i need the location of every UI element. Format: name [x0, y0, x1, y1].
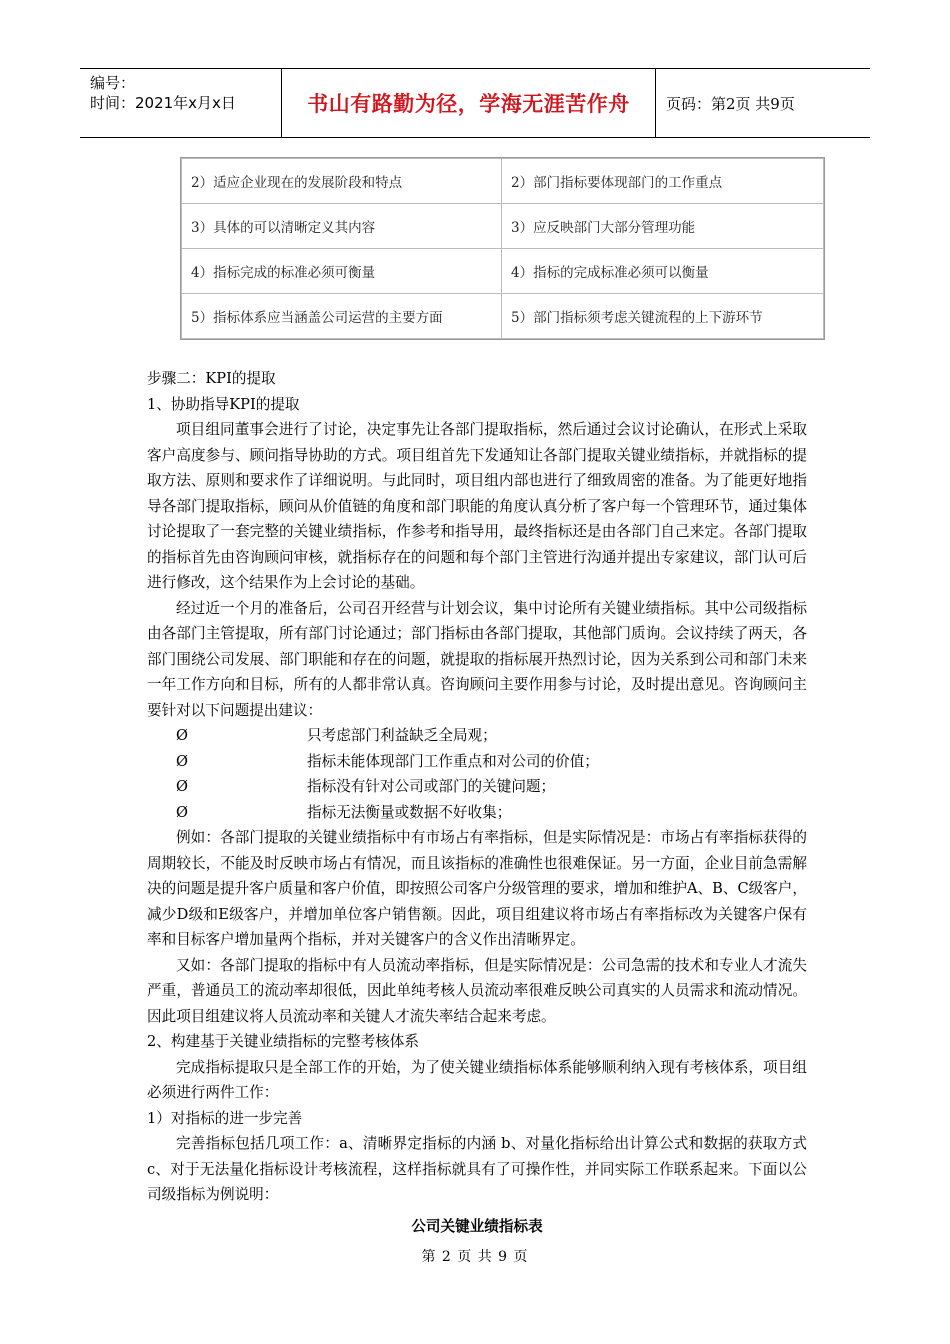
paragraph: 经过近一个月的准备后，公司召开经营与计划会议，集中讨论所有关键业绩指标。其中公司级指标由各部门主管提取，所有部门讨论通过；部门指标由各部门提取，其他部门质询。会议持续了两天，各部门围绕公司发展、部门职能和存在的问题，就提取的指标展开热烈讨论，因为关系到公司和部门未来一年工作方向和目标，所有的人都非常认真。咨询顾问主要作用参与讨论，及时提出意见。咨询顾问主要针对以下问题提出建议：	[147, 599, 807, 719]
list-item-text: 指标未能体现部门工作重点和对公司的价值；	[307, 752, 599, 770]
list-item	[147, 749, 807, 775]
paragraph: 项目组同董事会进行了讨论，决定事先让各部门提取指标，然后通过会议讨论确认，在形式上采取客户高度参与、顾问指导协助的方式。项目组首先下发通知让各部门提取关键业绩指标，并就指标的提取方法、原则和要求作了详细说明。与此同时，项目组内部也进行了细致周密的准备。为了能更好地指导各部门提取指标，顾问从价值链的角度和部门职能的角度认真分析了客户每一个管理环节，通过集体讨论提取了一套完整的关键业绩指标，作参考和指导用，最终指标还是由各部门自己来定。各部门提取的指标首先由咨询顾问审核，就指标存在的问题和每个部门主管进行沟通并提出专家建议，部门认可后进行修改，这个结果作为上会讨论的基础。	[147, 421, 807, 591]
table-cell: 3）应反映部门大部分管理功能	[502, 204, 824, 249]
header-motto: 书山有路勤为径，学海无涯苦作舟	[307, 92, 630, 116]
document-body	[147, 366, 807, 1239]
list-item-text: 指标无法衡量或数据不好收集；	[307, 803, 512, 821]
bullet-symbol: Ø	[176, 752, 188, 770]
list-item-text: 只考虑部门利益缺乏全局观；	[307, 727, 497, 744]
paragraph: 例如：各部门提取的关键业绩指标中有市场占有率指标，但是实际情况是：市场占有率指标获得的周期较长，不能及时反映市场占有情况，而且该指标的准确性也很难保证。另一方面，企业目前急需解决的问题是提升客户质量和客户价值，即按照公司客户分级管理的要求，增加和维护A、B、C级客户，减少D级和E级客户，并增加单位客户销售额。因此，项目组建议将市场占有率指标改为关键客户保有率和目标客户增加量两个指标，并对关键客户的含义作出清晰界定。	[147, 829, 807, 948]
list-item-text: 指标没有针对公司或部门的关键问题；	[307, 778, 556, 795]
paragraph: 又如：各部门提取的指标中有人员流动率指标，但是实际情况是：公司急需的技术和专业人才流失严重，普通员工的流动率却很低，因此单纯考核人员流动率很难反映公司真实的人员需求和流动情况。因此项目组建议将人员流动率和关键人才流失率结合起来考虑。	[147, 956, 807, 1025]
header-divider	[655, 69, 656, 137]
header-meta	[90, 73, 236, 113]
paragraph: 完成指标提取只是全部工作的开始，为了使关键业绩指标体系能够顺利纳入现有考核体系，项目组必须进行两件工作：	[147, 1058, 807, 1101]
section-heading: 1、协助指导KPI的提取	[147, 395, 300, 413]
page-footer: 第 2 页 共 9 页	[421, 1249, 529, 1265]
table-cell: 4）指标的完成标准必须可以衡量	[502, 249, 824, 294]
list-item	[147, 774, 807, 800]
table-cell: 3）具体的可以清晰定义其内容	[182, 204, 502, 249]
section-heading: 2、构建基于关键业绩指标的完整考核体系	[147, 1033, 419, 1050]
table-row	[182, 294, 824, 339]
paragraph: 完善指标包括几项工作：a、清晰界定指标的内涵 b、对量化指标给出计算公式和数据的获取方式 c、对于无法量化指标设计考核流程，这样指标就具有了可操作性，并同实际工作联系起来。下面以公司级指标为例说明：	[147, 1135, 807, 1203]
table-cell: 2）部门指标要体现部门的工作重点	[502, 159, 824, 204]
table-cell: 2）适应企业现在的发展阶段和特点	[182, 159, 502, 204]
list-item	[147, 723, 807, 749]
table-row	[182, 204, 824, 249]
section-heading: 1）对指标的进一步完善	[147, 1109, 303, 1127]
principles-table	[181, 158, 824, 339]
list-item	[147, 800, 807, 826]
bullet-symbol: Ø	[176, 778, 188, 795]
table-row	[182, 249, 824, 294]
date-label: 时间：2021年x月x日	[90, 94, 236, 112]
table-cell: 5）指标体系应当涵盖公司运营的主要方面	[182, 294, 502, 339]
table-title: 公司关键业绩指标表	[411, 1217, 543, 1235]
header-page-info: 页码：第2页 共9页	[666, 94, 795, 113]
section-heading: 步骤二：KPI的提取	[147, 370, 276, 387]
table-cell: 5）部门指标须考虑关键流程的上下游环节	[502, 294, 824, 339]
table-cell: 4）指标完成的标准必须可衡量	[182, 249, 502, 294]
bullet-symbol: Ø	[176, 727, 188, 744]
bullet-symbol: Ø	[176, 803, 188, 821]
page-header	[80, 68, 870, 138]
number-label: 编号：	[90, 74, 136, 92]
table-row	[182, 159, 824, 204]
